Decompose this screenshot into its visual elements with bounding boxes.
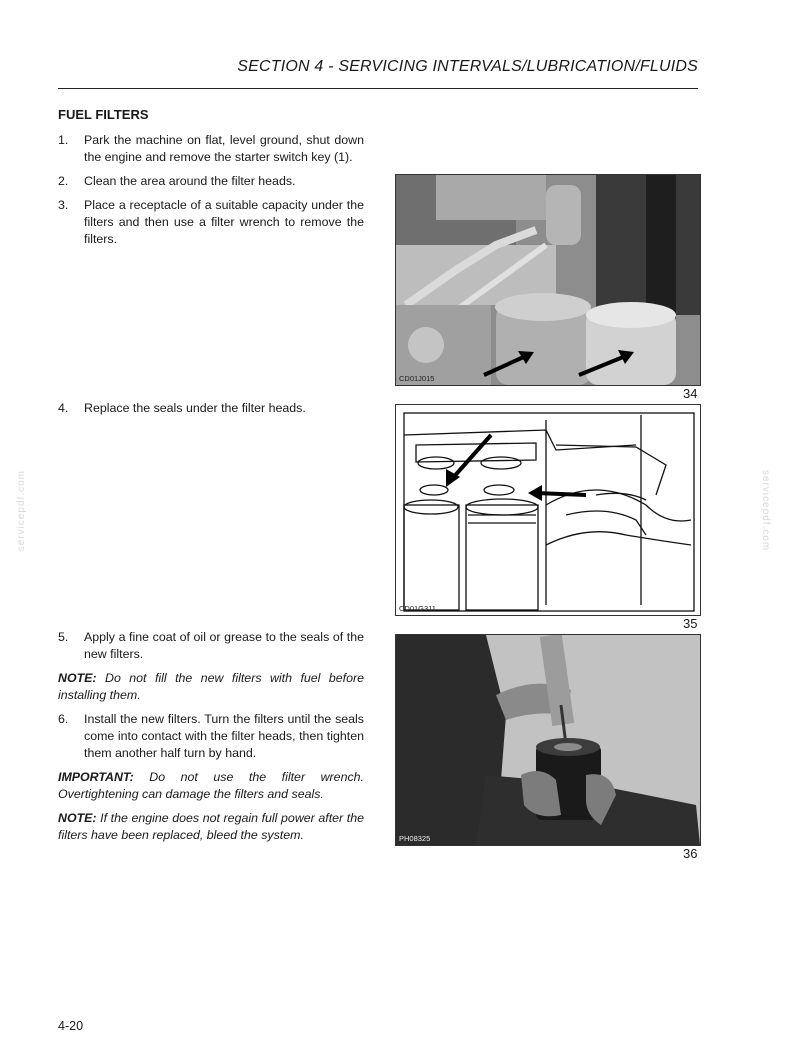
step-text: Apply a fine coat of oil or grease to the seals of the new filters.	[84, 630, 364, 661]
engine-filters-illustration	[396, 175, 700, 385]
steps-block-3	[58, 629, 364, 851]
step-5	[58, 629, 364, 663]
step-3	[58, 197, 364, 248]
note-label: NOTE:	[58, 671, 97, 685]
step-text: Install the new filters. Turn the filters until the seals come into contact with the filter heads, then tighten them another half turn by hand.	[84, 712, 364, 760]
note-label: NOTE:	[58, 811, 97, 825]
greasing-filter-illustration	[396, 635, 700, 845]
figure-seal-replacement	[395, 404, 701, 616]
fuel-filters-heading: FUEL FILTERS	[58, 107, 149, 122]
figure-code: PH08325	[399, 834, 431, 843]
note-bleed-system	[58, 810, 364, 844]
section-title: SECTION 4 - SERVICING INTERVALS/LUBRICATION/FLUIDS	[237, 58, 698, 75]
important-text: Do not use the filter wrench. Overtightening can damage the filters and seals.	[58, 770, 364, 801]
figure-number: 35	[683, 616, 698, 631]
steps-block-2	[58, 400, 364, 424]
watermark: servicepdf.com	[16, 470, 27, 552]
important-label: IMPORTANT:	[58, 770, 134, 784]
figure-greasing-filter	[395, 634, 701, 846]
figure-code: CD01G311	[399, 604, 436, 613]
seal-replacement-illustration	[396, 405, 700, 615]
note-text: If the engine does not regain full power after the filters have been replaced, bleed the system.	[58, 811, 364, 842]
step-text: Park the machine on flat, level ground, shut down the engine and remove the starter switch key (1).	[84, 133, 364, 164]
step-number: 2.	[58, 174, 69, 188]
step-number: 4.	[58, 401, 69, 415]
figure-code: CD01J015	[399, 374, 435, 383]
watermark: servicepdf.com	[760, 470, 771, 552]
step-1	[58, 132, 364, 166]
step-text: Clean the area around the filter heads.	[84, 174, 296, 188]
note-fill-fuel	[58, 670, 364, 704]
note-text: Do not fill the new filters with fuel before installing them.	[58, 671, 364, 702]
step-number: 6.	[58, 712, 69, 726]
step-2	[58, 173, 364, 190]
step-text: Replace the seals under the filter heads.	[84, 401, 306, 415]
figure-engine-filters	[395, 174, 701, 386]
important-notice	[58, 769, 364, 803]
figure-number: 34	[683, 386, 698, 401]
step-text: Place a receptacle of a suitable capacity under the filters and then use a filter wrench to remove the filters.	[84, 198, 364, 246]
step-number: 1.	[58, 133, 69, 147]
step-6	[58, 711, 364, 762]
step-number: 5.	[58, 630, 69, 644]
steps-block-1	[58, 132, 364, 255]
step-4	[58, 400, 364, 417]
page-number: 4-20	[58, 1019, 84, 1033]
page-header	[58, 58, 698, 89]
figure-number: 36	[683, 846, 698, 861]
step-number: 3.	[58, 198, 69, 212]
